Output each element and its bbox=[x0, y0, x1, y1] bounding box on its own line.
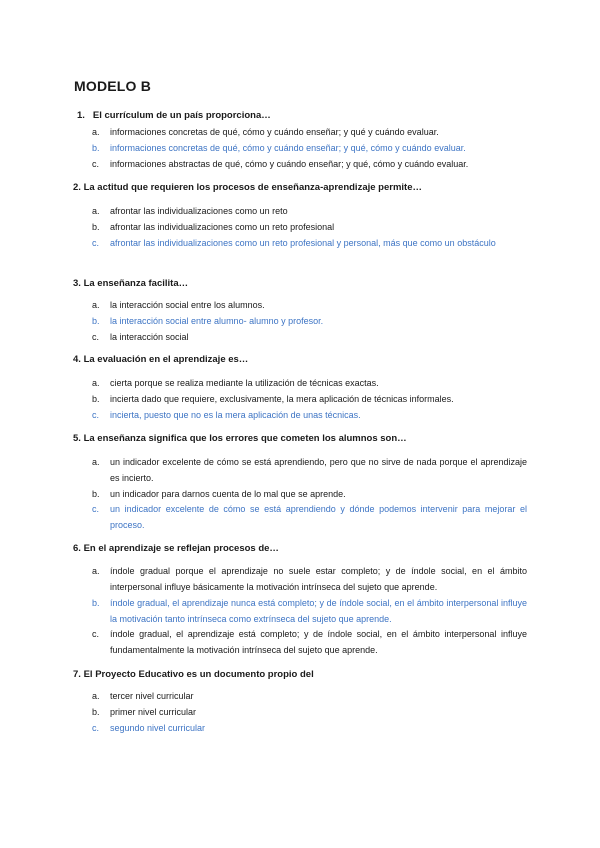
question-1-option-b: b. informaciones concretas de qué, cómo y cuándo enseñar; y qué, cómo y cuándo evaluar. bbox=[92, 143, 466, 153]
question-text: En el aprendizaje se reflejan procesos de… bbox=[83, 543, 279, 554]
question-5-option-b: b. un indicador para darnos cuenta de lo mal que se aprende. bbox=[92, 489, 346, 499]
question-1-heading bbox=[77, 110, 271, 121]
question-text: La evaluación en el aprendizaje es… bbox=[83, 354, 249, 365]
question-7-heading bbox=[73, 669, 314, 680]
question-text: El currículum de un país proporciona… bbox=[92, 110, 271, 121]
page-title: MODELO B bbox=[74, 78, 152, 94]
question-number: 4. bbox=[73, 354, 81, 365]
question-7-option-b: b. primer nivel curricular bbox=[92, 707, 197, 717]
question-6-option-c: c. índole gradual, el aprendizaje está completo; y de índole social, en el ámbito interpersonal influye fundamentalmente la motivación intrínseca del sujeto que aprende. bbox=[92, 629, 527, 655]
question-number: 2. bbox=[73, 182, 81, 193]
question-4-option-a: a. cierta porque se realiza mediante la utilización de técnicas exactas. bbox=[92, 378, 379, 388]
question-6-option-b: b. índole gradual, el aprendizaje nunca está completo; y de índole social, en el ámbito interpersonal influye la motivación tanto intrínseca como extrínseca del sujeto que aprende. bbox=[92, 598, 527, 624]
question-3-option-c: c. la interacción social bbox=[92, 332, 189, 342]
question-7-option-a: a. tercer nivel curricular bbox=[92, 691, 194, 701]
question-5-option-c: c. un indicador excelente de cómo se está aprendiendo y dónde podemos intervenir para mejorar el proceso. bbox=[92, 504, 527, 530]
question-number: 6. bbox=[73, 543, 81, 554]
question-1-option-c: c. informaciones abstractas de qué, cómo y cuándo enseñar; y qué, cómo y cuándo evaluar. bbox=[92, 159, 469, 169]
question-4-option-c: c. incierta, puesto que no es la mera aplicación de unas técnicas. bbox=[92, 410, 361, 420]
question-2-option-a: a. afrontar las individualizaciones como un reto bbox=[92, 206, 288, 216]
question-6-heading bbox=[73, 543, 279, 554]
question-number: 5. bbox=[73, 433, 81, 444]
question-2-option-b: b. afrontar las individualizaciones como un reto profesional bbox=[92, 222, 335, 232]
question-3-option-a: a. la interacción social entre los alumnos. bbox=[92, 300, 265, 310]
question-5-heading bbox=[73, 433, 407, 444]
question-number: 1. bbox=[77, 110, 85, 121]
question-4-option-b: b. incierta dado que requiere, exclusivamente, la mera aplicación de técnicas informales. bbox=[92, 394, 454, 404]
question-4-heading bbox=[73, 354, 248, 365]
question-5-option-a: a. un indicador excelente de cómo se está aprendiendo, pero que no sirve de nada porque el aprendizaje es incierto. bbox=[92, 457, 527, 483]
question-text: El Proyecto Educativo es un documento propio del bbox=[83, 669, 314, 680]
question-7-option-c: c. segundo nivel curricular bbox=[92, 723, 206, 733]
question-1-option-a: a. informaciones concretas de qué, cómo y cuándo enseñar; y qué y cuándo evaluar. bbox=[92, 127, 439, 137]
question-number: 7. bbox=[73, 669, 81, 680]
question-3-heading bbox=[73, 278, 188, 289]
question-2-heading bbox=[73, 182, 422, 193]
question-3-option-b: b. la interacción social entre alumno- alumno y profesor. bbox=[92, 316, 324, 326]
question-6-option-a: a. índole gradual porque el aprendizaje no suele estar completo; y de índole social, en el ámbito interpersonal influye básicamente la motivación intrínseca del sujeto que aprende. bbox=[92, 566, 527, 592]
question-text: La enseñanza significa que los errores que cometen los alumnos son… bbox=[83, 433, 407, 444]
question-2-option-c: c. afrontar las individualizaciones como un reto profesional y personal, más que como un obstáculo bbox=[92, 238, 496, 248]
question-number: 3. bbox=[73, 278, 81, 289]
question-text: La enseñanza facilita… bbox=[83, 278, 189, 289]
question-text: La actitud que requieren los procesos de enseñanza-aprendizaje permite… bbox=[83, 182, 422, 193]
